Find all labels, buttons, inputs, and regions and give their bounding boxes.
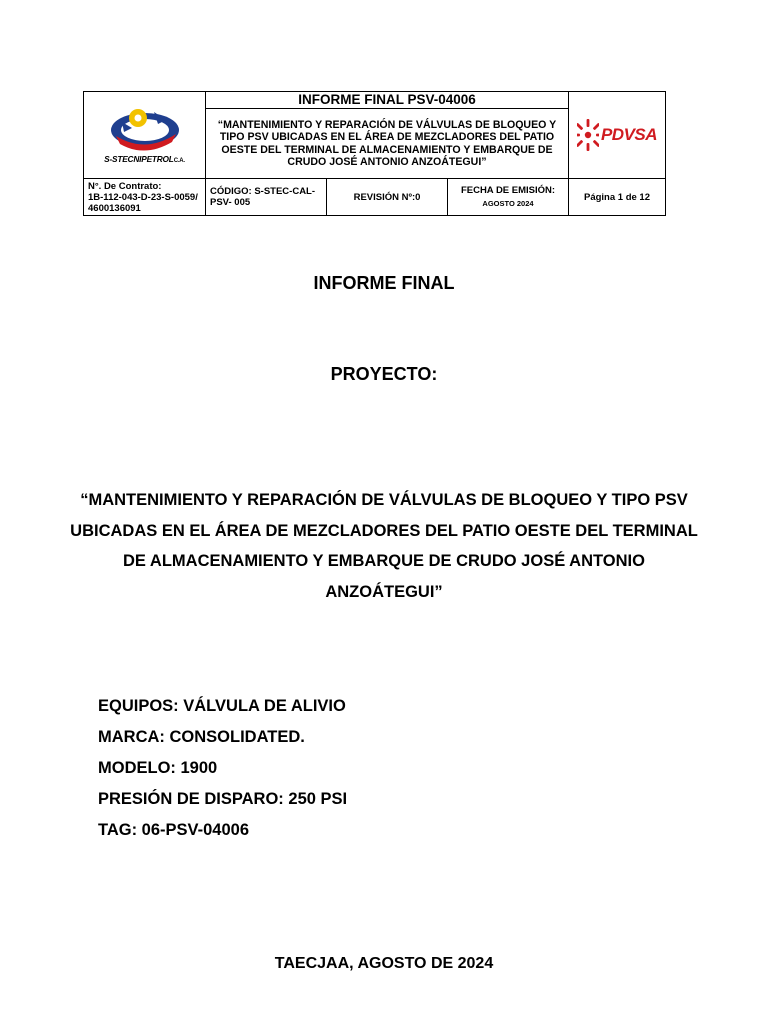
- client-logo-cell: [569, 92, 666, 179]
- spec-modelo: MODELO: 1900: [98, 759, 218, 777]
- page-heading: INFORME FINAL: [313, 273, 455, 293]
- report-title: INFORME FINAL PSV-04006: [206, 92, 569, 109]
- spec-equipos: EQUIPOS: VÁLVULA DE ALIVIO: [98, 697, 346, 715]
- pdvsa-sun-icon: [577, 117, 599, 153]
- contract-number-cell: [84, 179, 206, 216]
- document-code: CÓDIGO: S-STEC-CAL- PSV- 005: [206, 179, 327, 216]
- footer-location-date: TAECJAA, AGOSTO DE 2024: [274, 955, 494, 972]
- document-header-table: [83, 91, 666, 216]
- project-label: PROYECTO:: [330, 364, 438, 384]
- project-title: “MANTENIMIENTO Y REPARACIÓN DE VÁLVULAS DE BLOQUEO Y TIPO PSV UBICADAS EN EL ÁREA DE MEZCLADORES DEL PATIO OESTE DEL TERMINAL DE ALMACENAMIENTO Y EMBARQUE DE CRUDO JOSÉ ANTONIO ANZOÁTEGUI”: [70, 491, 698, 601]
- issue-date-cell: [448, 179, 569, 216]
- company-logo-text: S-STECNIPETROL: [104, 154, 174, 164]
- client-logo-text: PDVSA: [600, 125, 658, 144]
- spec-tag: TAG: 06-PSV-04006: [98, 821, 250, 839]
- spec-presion: PRESIÓN DE DISPARO: 250 PSI: [98, 790, 348, 808]
- contract-label: N°. De Contrato:: [88, 180, 162, 192]
- page-number: Página 1 de 12: [569, 179, 666, 216]
- revision-number: REVISIÓN Nº:0: [327, 179, 448, 216]
- company-logo-icon: [102, 106, 188, 156]
- company-logo-suffix: C.A.: [173, 158, 185, 164]
- company-logo-cell: [84, 92, 206, 179]
- issue-date-label: FECHA DE EMISIÓN:: [460, 185, 556, 196]
- issue-date-value: AGOSTO 2024: [482, 199, 534, 208]
- report-description: “MANTENIMIENTO Y REPARACIÓN DE VÁLVULAS DE BLOQUEO Y TIPO PSV UBICADAS EN EL ÁREA DE MEZCLADORES DEL PATIO OESTE DEL TERMINAL DE ALMACENAMIENTO Y EMBARQUE DE CRUDO JOSÉ ANTONIO ANZOÁTEGUI”: [206, 109, 569, 179]
- equipment-specs: [98, 694, 347, 849]
- contract-value: 1B-112-043-D-23-S-0059/4600136091: [88, 191, 198, 214]
- spec-marca: MARCA: CONSOLIDATED.: [98, 728, 305, 746]
